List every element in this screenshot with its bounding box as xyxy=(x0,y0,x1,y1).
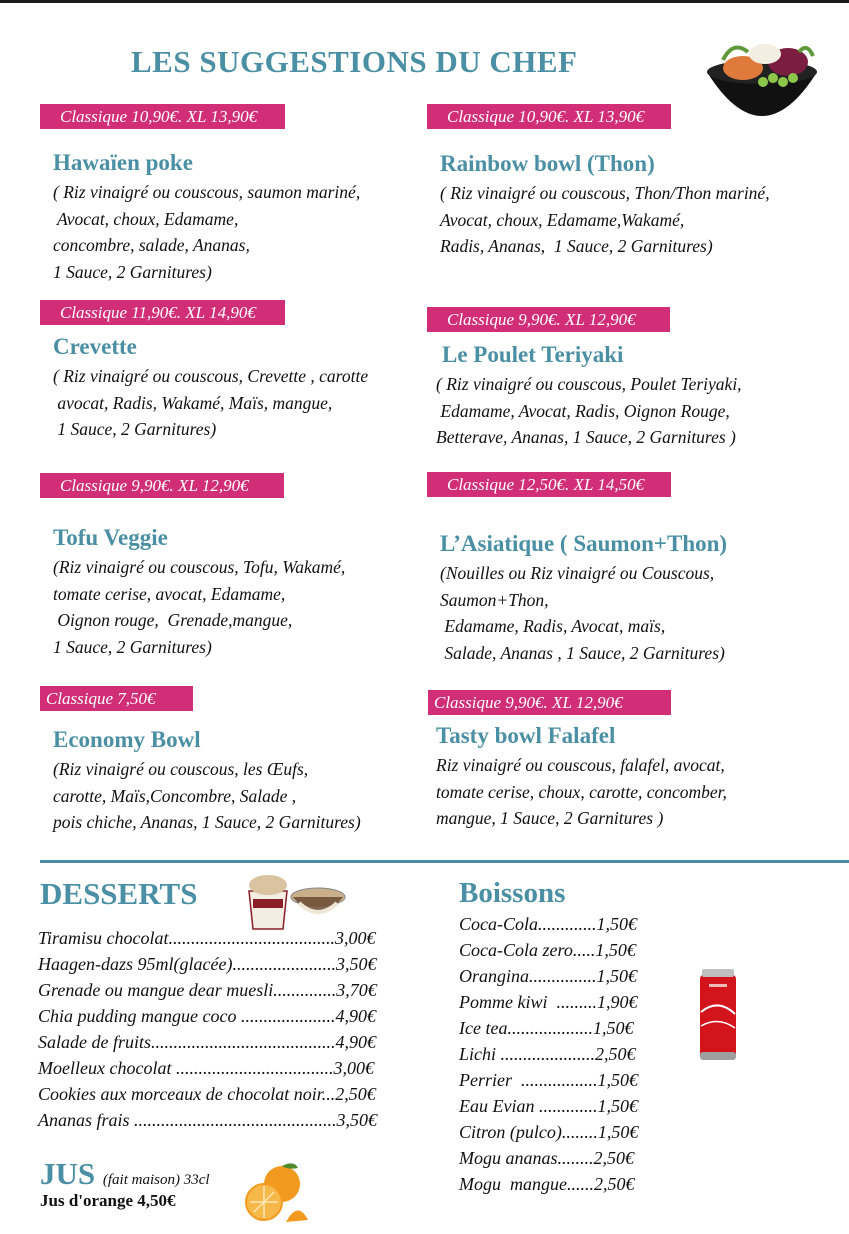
desserts-image xyxy=(245,873,347,933)
desserts-title: DESSERTS xyxy=(40,876,198,911)
price-tag: Classique 9,90€. XL 12,90€ xyxy=(40,473,284,498)
item-name: Tasty bowl Falafel xyxy=(436,723,616,748)
item-description: (Nouilles ou Riz vinaigré ou Couscous, Saumon+Thon, Edamame, Radis, Avocat, maïs, Salade, Ananas , 1 Sauce, 2 Garnitures) xyxy=(440,563,725,663)
item-description: ( Riz vinaigré ou couscous, saumon mariné, Avocat, choux, Edamame, concombre, salade, Ananas, 1 Sauce, 2 Garnitures) xyxy=(53,182,361,282)
price-tag: Classique 10,90€. XL 13,90€ xyxy=(427,104,671,129)
item-name: Rainbow bowl (Thon) xyxy=(440,151,655,176)
page-title: LES SUGGESTIONS DU CHEF xyxy=(131,44,578,79)
drink-item: Eau Evian .............1,50€ xyxy=(459,1096,638,1116)
drink-item: Coca-Cola zero.....1,50€ xyxy=(459,940,636,960)
jus-title-text: JUS xyxy=(40,1156,96,1191)
dessert-item: Cookies aux morceaux de chocolat noir...2,50€ xyxy=(38,1084,376,1104)
item-name: Le Poulet Teriyaki xyxy=(442,342,624,367)
price-tag: Classique 10,90€. XL 13,90€ xyxy=(40,104,285,129)
coca-cola-can-image xyxy=(697,968,739,1062)
jus-item: Jus d'orange 4,50€ xyxy=(40,1191,176,1210)
drink-item: Pomme kiwi .........1,90€ xyxy=(459,992,638,1012)
drink-item: Citron (pulco)........1,50€ xyxy=(459,1122,639,1142)
poke-bowl-image xyxy=(703,30,821,132)
dessert-item: Ananas frais .............................................3,50€ xyxy=(38,1110,378,1130)
desserts-list xyxy=(38,925,377,1133)
item-description: Riz vinaigré ou couscous, falafel, avocat, tomate cerise, choux, carotte, concomber, mangue, 1 Sauce, 2 Garnitures ) xyxy=(436,755,727,828)
item-name: Economy Bowl xyxy=(53,727,201,752)
dessert-item: Chia pudding mangue coco .....................4,90€ xyxy=(38,1006,376,1026)
dessert-item: Salade de fruits.........................................4,90€ xyxy=(38,1032,376,1052)
price-tag: Classique 12,50€. XL 14,50€ xyxy=(427,472,671,497)
drinks-title: Boissons xyxy=(459,877,566,909)
item-name: Tofu Veggie xyxy=(53,525,168,550)
drink-item: Coca-Cola.............1,50€ xyxy=(459,914,637,934)
drink-item: Lichi .....................2,50€ xyxy=(459,1044,636,1064)
item-description: ( Riz vinaigré ou couscous, Crevette , carotte avocat, Radis, Wakamé, Maïs, mangue, 1 Sauce, 2 Garnitures) xyxy=(53,366,369,439)
dessert-item: Grenade ou mangue dear muesli..............3,70€ xyxy=(38,980,377,1000)
jus-subtitle: (fait maison) 33cl xyxy=(102,1172,210,1188)
section-divider xyxy=(40,860,849,863)
top-border xyxy=(0,0,849,3)
dessert-item: Tiramisu chocolat.....................................3,00€ xyxy=(38,928,376,948)
item-description: (Riz vinaigré ou couscous, les Œufs, carotte, Maïs,Concombre, Salade , pois chiche, Ananas, 1 Sauce, 2 Garnitures) xyxy=(53,759,361,832)
drink-item: Perrier .................1,50€ xyxy=(459,1070,638,1090)
item-description: ( Riz vinaigré ou couscous, Thon/Thon mariné, Avocat, choux, Edamame,Wakamé, Radis, Ananas, 1 Sauce, 2 Garnitures) xyxy=(440,183,770,256)
drink-item: Mogu ananas........2,50€ xyxy=(459,1148,634,1168)
price-tag: Classique 11,90€. XL 14,90€ xyxy=(40,300,285,325)
drink-item: Mogu mangue......2,50€ xyxy=(459,1174,635,1194)
price-tag: Classique 9,90€. XL 12,90€ xyxy=(428,690,671,715)
drinks-list xyxy=(459,911,638,1197)
item-name: Crevette xyxy=(53,334,137,359)
dessert-item: Moelleux chocolat ...................................3,00€ xyxy=(38,1058,374,1078)
item-name: L’Asiatique ( Saumon+Thon) xyxy=(440,531,728,556)
drink-item: Ice tea...................1,50€ xyxy=(459,1018,634,1038)
drink-item: Orangina...............1,50€ xyxy=(459,966,638,986)
oranges-image xyxy=(242,1160,310,1224)
price-tag: Classique 7,50€ xyxy=(40,686,193,711)
jus-title xyxy=(40,1156,210,1192)
price-tag: Classique 9,90€. XL 12,90€ xyxy=(427,307,670,332)
item-description: ( Riz vinaigré ou couscous, Poulet Teriyaki, Edamame, Avocat, Radis, Oignon Rouge, Betterave, Ananas, 1 Sauce, 2 Garnitures ) xyxy=(436,374,742,447)
item-name: Hawaïen poke xyxy=(53,150,193,175)
dessert-item: Haagen-dazs 95ml(glacée).......................3,50€ xyxy=(38,954,377,974)
item-description: (Riz vinaigré ou couscous, Tofu, Wakamé, tomate cerise, avocat, Edamame, Oignon rouge, Grenade,mangue, 1 Sauce, 2 Garnitures) xyxy=(53,557,346,657)
